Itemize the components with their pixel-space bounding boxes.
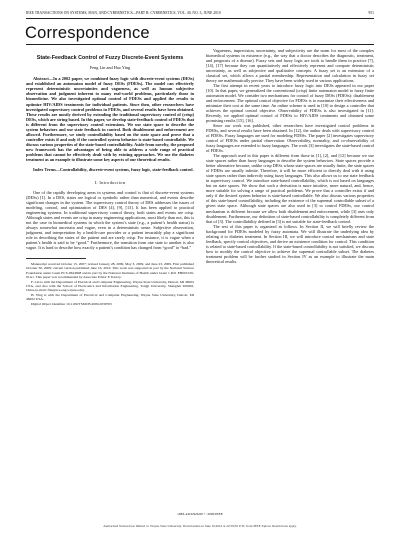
left-column <box>26 48 194 306</box>
intro-heading: I. Introduction <box>94 179 126 185</box>
license-notice: Authorized licensed use limited to: Wayne State University. Downloaded on June 10,2010 at 22:59:50 UTC from IEEE Xplore. Restrictions apply. <box>103 524 297 528</box>
footnote <box>26 258 194 306</box>
body-paragraph: The approach used in this paper is different from those in [1], [2], and [12] because we use state spaces rather than fuzzy languages to describe the system behaviors. State spaces provide a better alternative because, unlike crisp DESs whose state spaces are usually finite, the state spaces of FDESs are usually infinite. Therefore, it will be more efficient to directly deal with it using state spaces rather than indirectly using fuzzy languages. This also allows us to use state feedback in supervisory control. We introduce state-based controllability, which is not based on languages but on state spaces. We show that such a derivation is more intuitive, more natural, and, hence, more suitable for solving a range of practical problems. We prove that a controller exists if and only if the desired system behavior is state-based controllable. We also discuss various properties of this state-based controllability, including the existence of the supremal controllable subset of a given state space. Although state spaces are also used in [3] to control FDESs, our control mechanism is different because we allow both disablement and enforcement, while [3] uses only disablement. Furthermore, our definition of state-based controllability is completely different from that of [3]. The controllability defined in [3] is not suitable for state-feedback control. <box>206 153 374 224</box>
section-rule <box>26 44 374 45</box>
abstract: Abstract—In a 2002 paper, we combined fuzzy logic with discrete-event systems (DESs) and established an automaton model of fuzzy DESs (FDESs). The model can effectively represent deterministic uncertainties and vagueness, as well as human subjective observation and judgment inherent to many real-world problems, particularly those in biomedicine. We also investigated optimal control of FDESs and applied the results to optimize HIV/AIDS treatments for individual patients. Since then, other researchers have investigated supervisory control problems in FDESs, and several results have been obtained. These results are mostly derived by extending the traditional supervisory control of (crisp) DESs, which are string based. In this paper, we develop state-feedback control of FDESs that is different from the supervisory control extensions. We use state space to describe the system behaviors and use state feedback in control. Both disablement and enforcement are allowed. Furthermore, we study controllability based on the state space and prove that a controller exists if and only if the controlled system behavior is state-based controllable. We discuss various properties of the state-based controllability. Aside from novelty, the proposed new framework has the advantages of being able to address a wide range of practical problems that cannot be effectively dealt with by existing approaches. We use the diabetes treatment as an example to illustrate some key aspects of our theoretical results. <box>26 76 194 162</box>
body-paragraph: The rest of this paper is organized as follows. In Section II, we will briefly review the background for FDESs modeled by fuzzy automata. We will illustrate the underlying idea by relating it to diabetes treatment. In Section III, we will introduce control mechanisms and state feedback, specify control objectives, and derive an existence condition for control. This condition is related to state-based controllability. If the state-based controllability is not satisfied, we discuss how to modify the control objective to achieve the supremal controllable subset. The diabetes treatment problem will be further studied in Section IV as an example to illustrate the main theoretical results. <box>206 223 374 264</box>
index-terms: Index Terms—Controllability, discrete-event systems, fuzzy logic, state-feedback control. <box>33 166 194 172</box>
footnote-author-ying: H. Ying is with the Department of Electrical and Computer Engineering, Wayne State University, Detroit, MI 48202 USA. <box>26 292 194 302</box>
footnote-doi: Digital Object Identifier 10.1109/TSMCB.2009.2030765 <box>31 301 112 306</box>
running-header <box>26 11 374 15</box>
paper-authors: Feng Lin and Hao Ying <box>89 65 131 71</box>
page-number-top: 951 <box>368 11 374 15</box>
intro-paragraph: One of the rapidly developing areas in systems and control is that of discrete-event systems (DESs) [1]. In a DES, states are logical or symbolic rather than numerical, and events describe significant changes in the system. The supervisory control theory of DES addresses the issues of modeling, control, and optimization of DES [4], [9], [13]. It has been applied to practical engineering systems. In traditional supervisory control theory, both states and events are crisp. Although states and events are crisp in many engineering applications, most likely than not, this is not the case in biomedical systems in which the system’s state (e.g., a patient’s health status) is always somewhat uncertain and vague, even in a deterministic sense. Subjective observation, judgment, and interpretation by a health-care provider or a patient invariably play a significant role in describing the states of the patient and are rarely crisp. For instance, it is vague when a patient’s health is said to be “good.” Furthermore, the transition from one state to another is also vague. It is hard to describe how exactly a patient’s condition has changed from “good” to “bad.” <box>26 189 194 250</box>
issn-line: 1083-4419/$26.00 © 2009 IEEE <box>177 512 223 516</box>
journal-running-title: IEEE TRANSACTIONS ON SYSTEMS, MAN, AND CYBERNETICS—PART B: CYBERNETICS, VOL. 40, NO. 3, JUNE 2010 <box>26 11 221 15</box>
section-title: Correspondence <box>25 24 150 42</box>
header-rule <box>26 18 374 19</box>
paper-title: State-Feedback Control of Fuzzy Discrete-Event Systems <box>36 55 184 61</box>
footnote-author-lin: F. Lin is with the Department of Electrical and Computer Engineering, Wayne State University, Detroit, MI 48202 USA, and also with the School of Electronics and Information Engineering, Tongji University, Shanghai 200092, China (e-mail: flin@ece.eng.wayne.edu). <box>26 279 194 293</box>
body-paragraph: Since our work was published, other researchers have investigated control problems in FDESs, and several results have been obtained. In [12], the author deals with supervisory control of FDESs. Fuzzy languages are used for modeling FDESs. The paper [2] investigates supervisory control of FDESs under partial observation. Observability, normality, and co-observability of fuzzy languages are extended to fuzzy languages. The work [3] investigates the state-based control of FDESs. <box>206 123 374 154</box>
footnote-manuscript: Manuscript received October 15, 2007; revised January 28, 2009, May 3, 2009, and June 23, 2009. First published October 30, 2009; current version published June 16, 2010. This work was supported in part by the National Science Foundation under Grant ECS-0624828 and in part by the National Institutes of Health under Grant 1 R21 EB001529-01A1. This paper was recommended by Associate Editor F. Karray. <box>26 261 194 280</box>
right-column <box>206 48 374 264</box>
footnote-rule <box>26 258 86 259</box>
body-paragraph: Vagueness, imprecision, uncertainty, and subjectivity are the norm for most of the complex biomedical systems in existence (e.g., the way that a doctor describes the diagnostic, treatment, and prognosis of a disease). Fuzzy sets and fuzzy logic are tools to handle them in practice [7], [14], [17] because they can quantitatively and effectively represent and compute deterministic uncertainty, as well as subjective and qualitative concepts. A fuzzy set is an extension of a classical set, which allows a partial membership. Representation and calculation in fuzzy set theory are mathematically precise. They have been widely used in various applications. <box>206 48 374 84</box>
body-paragraph: The first attempt in recent years to introduce fuzzy logic into DESs appeared in our paper [10]. In that paper, we generalized the conventional (crisp) finite automaton model to fuzzy finite automaton model. We consider two mechanisms for control of fuzzy DESs (FDESs): disablement and enforcement. The optimal control objective for FDESs is to maximize their effectiveness and minimize their cost at the same time. An online scheme is used in [10] to design a controller that achieves the optimal control objective. Observability of FDESs is also investigated in [11]. Recently, we applied optimal control of FDESs to HIV/AIDS treatments and obtained some promising results [15], [16]. <box>206 83 374 124</box>
